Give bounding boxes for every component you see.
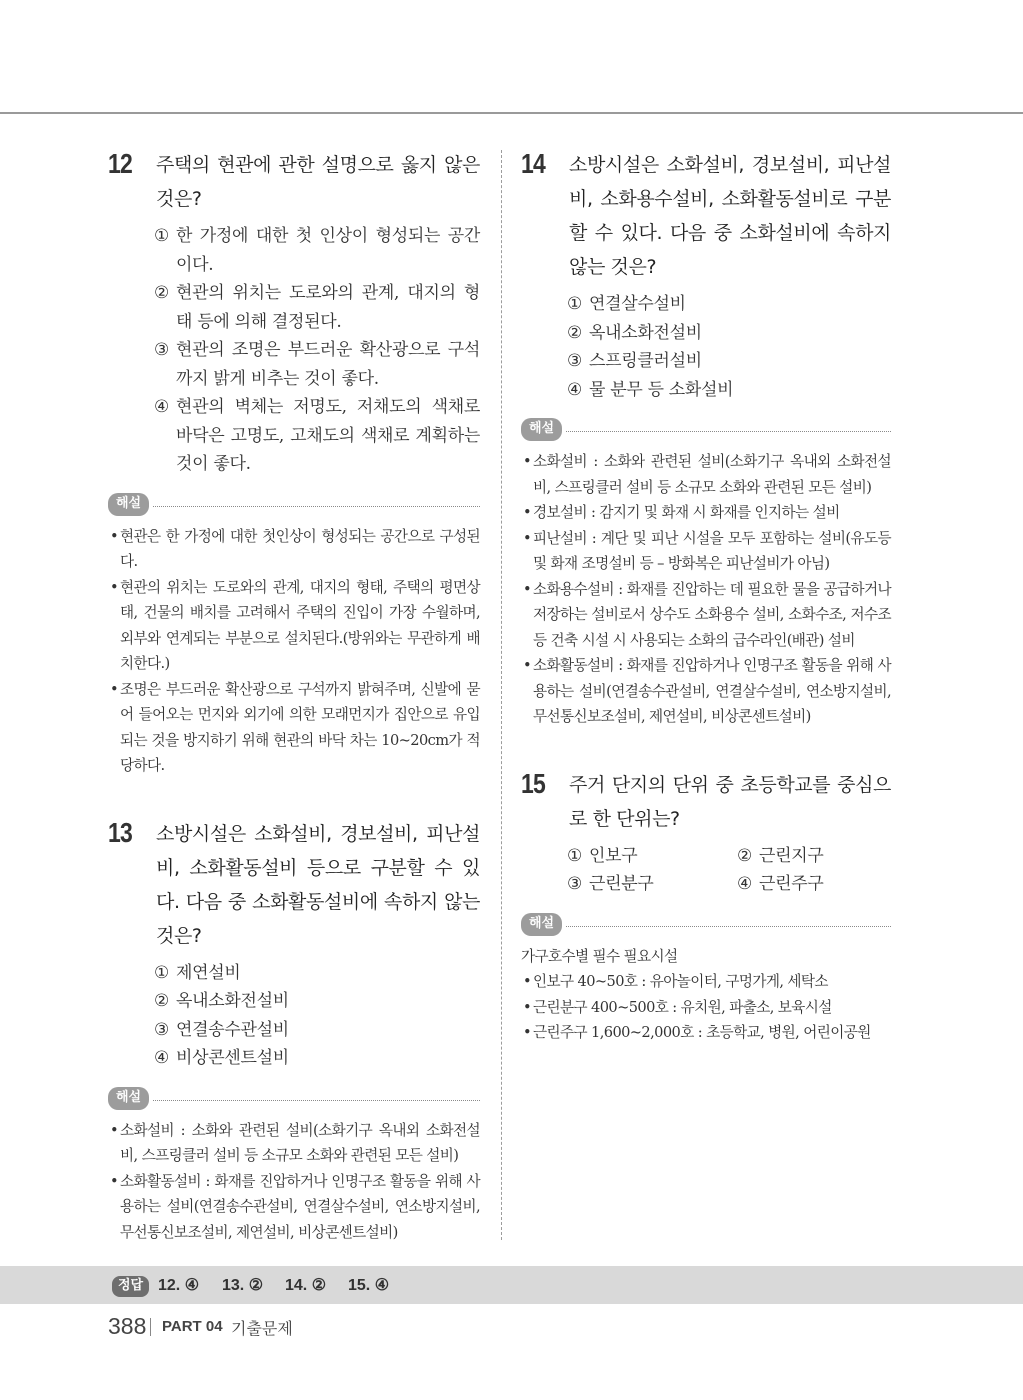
option-4: ④ 근린주구	[737, 874, 824, 894]
column-divider	[501, 150, 502, 1240]
dotted-rule	[153, 1100, 480, 1101]
option-list	[567, 290, 891, 404]
option-2: ② 근린지구	[737, 845, 824, 866]
explanation-item: • 소화용수설비 : 화재를 진압하는 데 필요한 물을 공급하거나 저장하는 설비로서 상수도 소화용수 설비, 소화수조, 저수조 등 건축 시설 시 사용되는 소화의 급수라인(배관) 설비	[523, 580, 891, 649]
explanation-badge: 해설	[108, 493, 149, 516]
explanation-list	[108, 524, 480, 779]
explanation-item: • 인보구 40~50호 : 유아놀이터, 구멍가게, 세탁소	[523, 973, 828, 990]
explanation-badge: 해설	[521, 913, 562, 936]
option-list	[154, 959, 480, 1073]
option-4: ④ 비상콘센트설비	[154, 1048, 289, 1068]
explanation-header	[108, 1087, 480, 1110]
footer-separator	[150, 1318, 151, 1336]
right-column	[521, 148, 891, 1046]
option-3: ③ 연결송수관설비	[154, 1019, 289, 1040]
answer-item: 15. ④	[348, 1277, 390, 1294]
option-3: ③ 근린분구	[567, 874, 654, 894]
option-1: ① 제연설비	[154, 962, 241, 983]
explanation-badge: 해설	[521, 418, 562, 441]
option-2: ② 현관의 위치는 도로와의 관계, 대지의 형태 등에 의해 결정된다.	[154, 283, 480, 332]
explanation-intro: 가구호수별 필수 필요시설	[521, 947, 678, 965]
explanation-item: • 근린주구 1,600~2,000호 : 초등학교, 병원, 어린이공원	[523, 1024, 871, 1041]
left-column	[108, 148, 480, 1245]
question-number: 12	[108, 148, 132, 179]
option-2: ② 옥내소화전설비	[154, 991, 289, 1011]
question-text: 소방시설은 소화설비, 경보설비, 피난설비, 소화활동설비 등으로 구분할 수 있다. 다음 중 소화활동설비에 속하지 않는 것은?	[156, 822, 480, 947]
question-number: 15	[521, 767, 545, 799]
dotted-rule	[566, 431, 891, 432]
question-text: 주거 단지의 단위 중 초등학교를 중심으로 한 단위는?	[569, 773, 891, 830]
question-13	[108, 817, 480, 1246]
top-rule	[0, 112, 1023, 114]
option-3: ③ 현관의 조명은 부드러운 확산광으로 구석까지 밝게 비추는 것이 좋다.	[154, 340, 480, 389]
question-12	[108, 148, 480, 779]
answer-item: 14. ②	[285, 1277, 327, 1294]
option-4: ④ 물 분무 등 소화설비	[567, 379, 734, 400]
explanation-item: • 경보설비 : 감지기 및 화재 시 화재를 인지하는 설비	[523, 504, 840, 521]
dotted-rule	[566, 926, 891, 927]
option-3: ③ 스프링클러설비	[567, 351, 702, 371]
part-label: PART 04	[162, 1318, 223, 1335]
explanation-item: • 소화활동설비 : 화재를 진압하거나 인명구조 활동을 위해 사용하는 설비(연결송수관설비, 연결살수설비, 연소방지설비, 무선통신보조설비, 제연설비, 비상콘센트설비)	[110, 1172, 480, 1241]
explanation-item: • 현관의 위치는 도로와의 관계, 대지의 형태, 주택의 평면상태, 건물의 배치를 고려해서 주택의 진입이 가장 수월하며, 외부와 연계되는 부분으로 설치된다.(방위와는 무관하게 배치한다.)	[110, 578, 480, 672]
explanation-item: • 소화설비 : 소화와 관련된 설비(소화기구 옥내외 소화전설비, 스프링클러 설비 등 소규모 소화와 관련된 모든 설비)	[523, 453, 891, 496]
explanation-list	[521, 449, 891, 730]
explanation-list	[108, 1118, 480, 1246]
section-title: 기출문제	[231, 1319, 293, 1338]
explanation-item: • 피난설비 : 계단 및 피난 시설을 모두 포함하는 설비(유도등 및 화재 조명설비 등 – 방화복은 피난설비가 아님)	[523, 529, 891, 572]
question-number: 14	[521, 148, 545, 179]
answer-bar	[0, 1266, 1023, 1304]
explanation-header	[108, 493, 480, 516]
explanation-header	[521, 418, 891, 441]
explanation-item: • 근린분구 400~500호 : 유치원, 파출소, 보육시설	[523, 998, 832, 1016]
question-number: 13	[108, 816, 132, 848]
question-14	[521, 148, 891, 730]
option-2: ② 옥내소화전설비	[567, 322, 702, 343]
answer-badge: 정답	[112, 1276, 149, 1297]
question-text: 주택의 현관에 관한 설명으로 옳지 않은 것은?	[156, 154, 480, 210]
option-list	[154, 222, 480, 479]
answer-item: 12. ④	[158, 1277, 200, 1294]
explanation-item: • 현관은 한 가정에 대한 첫인상이 형성되는 공간으로 구성된다.	[110, 527, 480, 570]
explanation-item: • 소화활동설비 : 화재를 진압하거나 인명구조 활동을 위해 사용하는 설비(연결송수관설비, 연결살수설비, 연소방지설비, 무선통신보조설비, 제연설비, 비상콘센트설비)	[523, 657, 891, 725]
page-number: 388	[108, 1313, 147, 1339]
option-1: ① 연결살수설비	[567, 294, 686, 314]
question-text: 소방시설은 소화설비, 경보설비, 피난설비, 소화용수설비, 소화활동설비로 구분할 수 있다. 다음 중 소화설비에 속하지 않는 것은?	[569, 154, 891, 278]
question-15	[521, 768, 891, 1046]
option-grid	[567, 842, 891, 899]
dotted-rule	[153, 506, 480, 507]
explanation-header	[521, 913, 891, 936]
explanation-list	[521, 969, 891, 1046]
explanation-item: • 소화설비 : 소화와 관련된 설비(소화기구 옥내외 소화전설비, 스프링클러 설비 등 소규모 소화와 관련된 모든 설비)	[110, 1121, 480, 1164]
explanation-badge: 해설	[108, 1087, 149, 1110]
explanation-item: • 조명은 부드러운 확산광으로 구석까지 밝혀주며, 신발에 묻어 들어오는 먼지와 외기에 의한 모래먼지가 집안으로 유입되는 것을 방지하기 위해 현관의 바닥 차는 10~20cm가 적당하다.	[110, 680, 480, 774]
option-4: ④ 현관의 벽체는 저명도, 저채도의 색채로 바닥은 고명도, 고채도의 색채로 계획하는 것이 좋다.	[154, 397, 480, 474]
option-1: ① 한 가정에 대한 첫 인상이 형성되는 공간이다.	[154, 226, 480, 275]
option-1: ① 인보구	[567, 845, 638, 866]
answer-item: 13. ②	[222, 1277, 264, 1294]
